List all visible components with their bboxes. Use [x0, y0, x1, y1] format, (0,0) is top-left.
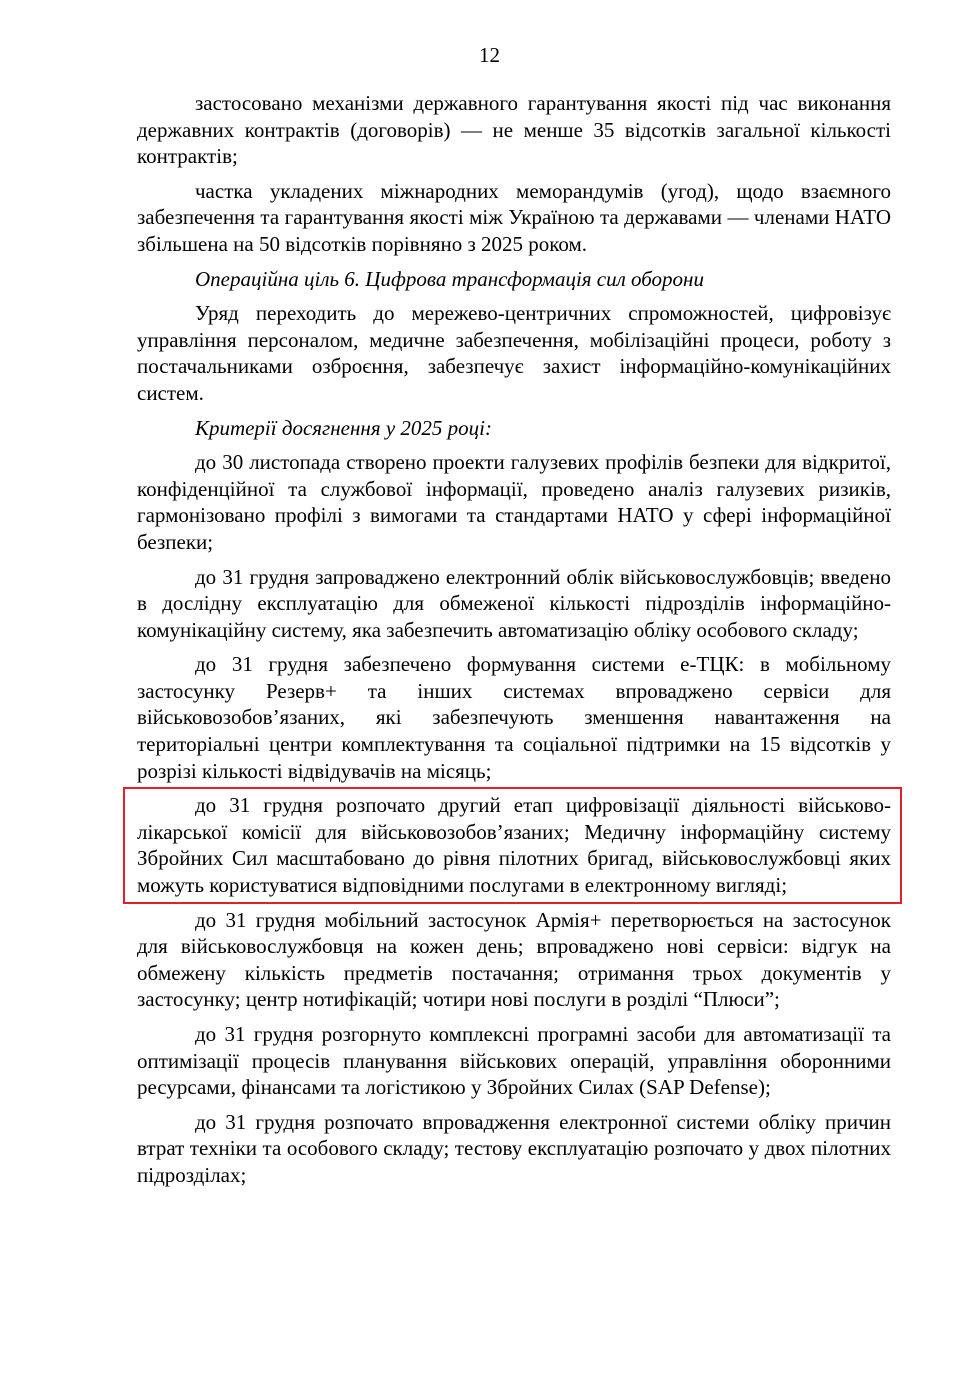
paragraph-government-intro: Уряд переходить до мережево-центричних спроможностей, цифровізує управління персоналом, медичне забезпечення, мобілізаційні процеси, роботу з постачальниками озброєння, забезпечує захист інформаційно-комунікаційних систем. [137, 301, 891, 405]
paragraph-security-profiles: до 30 листопада створено проекти галузевих профілів безпеки для відкритої, конфіденційної та службової інформації, проведено аналіз галузевих ризиків, гармонізовано профілі з вимогами та стандартами НАТО у сфері інформаційної безпеки; [137, 450, 891, 554]
document-body [137, 90, 891, 1189]
paragraph-nato-memoranda: частка укладених міжнародних меморандумів (угод), щодо взаємного забезпечення та гарантування якості між Україною та державами — членами НАТО збільшена на 50 відсотків порівняно з 2025 роком. [137, 178, 891, 256]
paragraph-quality-guarantee: застосовано механізми державного гарантування якості під час виконання державних контрактів (договорів) — не менше 35 відсотків загальної кількості контрактів; [137, 91, 891, 169]
paragraph-electronic-registry: до 31 грудня запроваджено електронний облік військовослужбовців; введено в дослідну експлуатацію для обмеженої кількості підрозділів інформаційно-комунікаційну систему, яка забезпечить автоматизацію обліку особового складу; [137, 564, 891, 642]
paragraph-army-plus: до 31 грудня мобільний застосунок Армія+ перетворюється на застосунок для військовослужбовця на кожен день; впроваджено нові сервіси: відгук на обмежену кількість предметів постачання; отримання трьох документів у застосунку; центр нотифікацій; чотири нові послуги в розділі “Плюси”; [137, 907, 891, 1012]
operational-goal-heading: Операційна ціль 6. Цифрова трансформація сил оборони [195, 266, 704, 291]
paragraph-losses-registry: до 31 грудня розпочато впровадження електронної системи обліку причин втрат техніки та особового складу; тестову експлуатацію розпочато у двох пілотних підрозділах; [137, 1109, 891, 1187]
page-number: 12 [479, 43, 500, 67]
paragraph-e-tck: до 31 грудня забезпечено формування системи е-ТЦК: в мобільному застосунку Резерв+ та інших системах впроваджено сервіси для військовозобов’язаних, які забезпечують зменшення навантаження на територіальні центри комплектування та соціальної підтримки на 15 відсотків у розрізі кількості відвідувачів на місяць; [137, 652, 891, 783]
criteria-heading: Критерії досягнення у 2025 році: [195, 415, 492, 440]
paragraph-sap-defense: до 31 грудня розгорнуто комплексні програмні засоби для автоматизації та оптимізації процесів планування військових операцій, управління оборонними ресурсами, фінансами та логістикою у Збройних Силах (SAP Defense); [137, 1022, 891, 1100]
highlighted-paragraph-medical-commission: до 31 грудня розпочато другий етап цифровізації діяльності військово-лікарської комісії для військовозобов’язаних; Медичну інформаційну систему Збройних Сил масштабовано до рівня пілотних бригад, військовослужбовці яких можуть користуватися відповідними послугами в електронному вигляді; [137, 793, 891, 898]
